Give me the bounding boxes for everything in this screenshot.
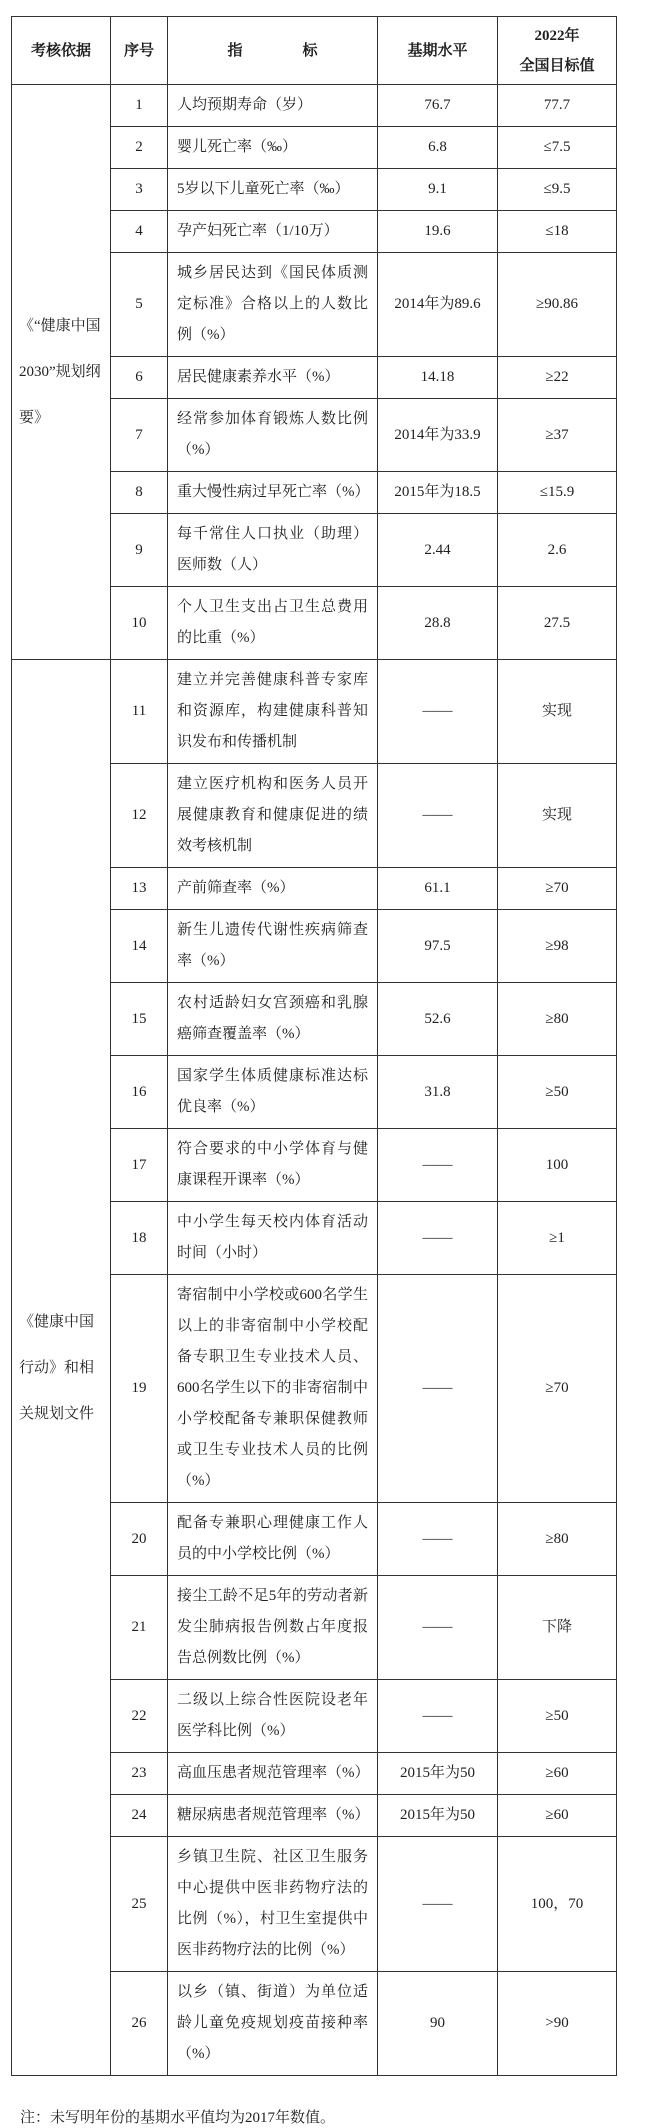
indicator-cell: 重大慢性病过早死亡率（%） xyxy=(168,472,378,514)
indicator-cell: 糖尿病患者规范管理率（%） xyxy=(168,1795,378,1837)
indicator-cell: 5岁以下儿童死亡率（‰） xyxy=(168,169,378,211)
target-cell: ≥98 xyxy=(498,910,617,983)
target-cell: ≤9.5 xyxy=(498,169,617,211)
baseline-cell: —— xyxy=(378,1837,498,1972)
indicator-cell: 每千常住人口执业（助理）医师数（人） xyxy=(168,514,378,587)
baseline-cell: 97.5 xyxy=(378,910,498,983)
serial-number-cell: 20 xyxy=(111,1503,168,1576)
indicator-cell: 国家学生体质健康标准达标优良率（%） xyxy=(168,1056,378,1129)
baseline-cell: —— xyxy=(378,660,498,764)
target-cell: 实现 xyxy=(498,660,617,764)
baseline-cell: 90 xyxy=(378,1972,498,2076)
baseline-cell: —— xyxy=(378,1576,498,1680)
indicator-cell: 建立医疗机构和医务人员开展健康教育和健康促进的绩效考核机制 xyxy=(168,764,378,868)
target-cell: 2.6 xyxy=(498,514,617,587)
table-body xyxy=(12,85,617,2076)
serial-number-cell: 1 xyxy=(111,85,168,127)
baseline-cell: —— xyxy=(378,1503,498,1576)
baseline-cell: 6.8 xyxy=(378,127,498,169)
target-cell: ≥80 xyxy=(498,1503,617,1576)
baseline-cell: —— xyxy=(378,1202,498,1275)
baseline-cell: 31.8 xyxy=(378,1056,498,1129)
serial-number-cell: 4 xyxy=(111,211,168,253)
header-baseline: 基期水平 xyxy=(378,17,498,85)
serial-number-cell: 12 xyxy=(111,764,168,868)
indicator-cell: 以乡（镇、街道）为单位适龄儿童免疫规划疫苗接种率（%） xyxy=(168,1972,378,2076)
target-cell: ≥70 xyxy=(498,868,617,910)
assessment-basis-cell: 《健康中国行动》和相关规划文件 xyxy=(12,660,111,2076)
indicators-table xyxy=(11,16,617,2076)
serial-number-cell: 11 xyxy=(111,660,168,764)
target-cell: ≥60 xyxy=(498,1795,617,1837)
serial-number-cell: 18 xyxy=(111,1202,168,1275)
target-cell: 100 xyxy=(498,1129,617,1202)
target-cell: ≥80 xyxy=(498,983,617,1056)
target-cell: 下降 xyxy=(498,1576,617,1680)
indicator-cell: 产前筛查率（%） xyxy=(168,868,378,910)
baseline-cell: —— xyxy=(378,1275,498,1503)
target-cell: ≥37 xyxy=(498,399,617,472)
header-target-2022-line2: 全国目标值 xyxy=(519,57,595,74)
indicator-cell: 寄宿制中小学校或600名学生以上的非寄宿制中小学校配备专职卫生专业技术人员、600名学生以下的非寄宿制中小学校配备专兼职保健教师或卫生专业技术人员的比例（%） xyxy=(168,1275,378,1503)
indicator-cell: 符合要求的中小学体育与健康课程开课率（%） xyxy=(168,1129,378,1202)
indicator-cell: 中小学生每天校内体育活动时间（小时） xyxy=(168,1202,378,1275)
target-cell: 77.7 xyxy=(498,85,617,127)
baseline-cell: 2.44 xyxy=(378,514,498,587)
serial-number-cell: 17 xyxy=(111,1129,168,1202)
table-row xyxy=(12,660,617,764)
indicator-cell: 婴儿死亡率（‰） xyxy=(168,127,378,169)
serial-number-cell: 24 xyxy=(111,1795,168,1837)
serial-number-cell: 25 xyxy=(111,1837,168,1972)
indicator-cell: 建立并完善健康科普专家库和资源库，构建健康科普知识发布和传播机制 xyxy=(168,660,378,764)
indicator-cell: 人均预期寿命（岁） xyxy=(168,85,378,127)
serial-number-cell: 21 xyxy=(111,1576,168,1680)
baseline-cell: 2014年为33.9 xyxy=(378,399,498,472)
baseline-cell: 2014年为89.6 xyxy=(378,253,498,357)
serial-number-cell: 16 xyxy=(111,1056,168,1129)
indicator-cell: 二级以上综合性医院设老年医学科比例（%） xyxy=(168,1680,378,1753)
target-cell: 实现 xyxy=(498,764,617,868)
indicator-cell: 接尘工龄不足5年的劳动者新发尘肺病报告例数占年度报告总例数比例（%） xyxy=(168,1576,378,1680)
header-row xyxy=(12,17,617,85)
baseline-cell: —— xyxy=(378,1129,498,1202)
target-cell: ≤15.9 xyxy=(498,472,617,514)
assessment-basis-cell: 《“健康中国2030”规划纲要》 xyxy=(12,85,111,660)
target-cell: ≥22 xyxy=(498,357,617,399)
target-cell: 100，70 xyxy=(498,1837,617,1972)
baseline-cell: 2015年为50 xyxy=(378,1795,498,1837)
serial-number-cell: 7 xyxy=(111,399,168,472)
indicator-cell: 农村适龄妇女宫颈癌和乳腺癌筛查覆盖率（%） xyxy=(168,983,378,1056)
target-cell: ≥70 xyxy=(498,1275,617,1503)
target-cell: ≥1 xyxy=(498,1202,617,1275)
baseline-cell: 28.8 xyxy=(378,587,498,660)
baseline-cell: 19.6 xyxy=(378,211,498,253)
indicator-cell: 城乡居民达到《国民体质测定标准》合格以上的人数比例（%） xyxy=(168,253,378,357)
target-cell: ≤18 xyxy=(498,211,617,253)
serial-number-cell: 3 xyxy=(111,169,168,211)
target-cell: 27.5 xyxy=(498,587,617,660)
indicator-cell: 高血压患者规范管理率（%） xyxy=(168,1753,378,1795)
indicator-cell: 乡镇卫生院、社区卫生服务中心提供中医非药物疗法的比例（%），村卫生室提供中医非药物疗法的比例（%） xyxy=(168,1837,378,1972)
header-target-2022 xyxy=(498,17,617,85)
indicator-cell: 居民健康素养水平（%） xyxy=(168,357,378,399)
baseline-cell: 14.18 xyxy=(378,357,498,399)
serial-number-cell: 6 xyxy=(111,357,168,399)
serial-number-cell: 2 xyxy=(111,127,168,169)
indicator-cell: 配备专兼职心理健康工作人员的中小学校比例（%） xyxy=(168,1503,378,1576)
indicator-cell: 经常参加体育锻炼人数比例（%） xyxy=(168,399,378,472)
header-serial-no: 序号 xyxy=(111,17,168,85)
serial-number-cell: 8 xyxy=(111,472,168,514)
footnote: 注：未写明年份的基期水平值均为2017年数值。 xyxy=(20,2110,336,2126)
header-indicator: 指 标 xyxy=(168,17,378,85)
indicator-cell: 孕产妇死亡率（1/10万） xyxy=(168,211,378,253)
target-cell: ≤7.5 xyxy=(498,127,617,169)
target-cell: ≥50 xyxy=(498,1056,617,1129)
header-target-2022-line1: 2022年 xyxy=(534,27,580,44)
serial-number-cell: 10 xyxy=(111,587,168,660)
baseline-cell: 2015年为18.5 xyxy=(378,472,498,514)
serial-number-cell: 22 xyxy=(111,1680,168,1753)
target-cell: ≥90.86 xyxy=(498,253,617,357)
indicator-cell: 新生儿遗传代谢性疾病筛查率（%） xyxy=(168,910,378,983)
baseline-cell: 9.1 xyxy=(378,169,498,211)
baseline-cell: 76.7 xyxy=(378,85,498,127)
baseline-cell: —— xyxy=(378,1680,498,1753)
indicator-cell: 个人卫生支出占卫生总费用的比重（%） xyxy=(168,587,378,660)
serial-number-cell: 19 xyxy=(111,1275,168,1503)
serial-number-cell: 15 xyxy=(111,983,168,1056)
target-cell: ≥60 xyxy=(498,1753,617,1795)
serial-number-cell: 5 xyxy=(111,253,168,357)
serial-number-cell: 13 xyxy=(111,868,168,910)
table-row xyxy=(12,85,617,127)
target-cell: ≥50 xyxy=(498,1680,617,1753)
serial-number-cell: 14 xyxy=(111,910,168,983)
baseline-cell: —— xyxy=(378,764,498,868)
header-assessment-basis: 考核依据 xyxy=(12,17,111,85)
serial-number-cell: 26 xyxy=(111,1972,168,2076)
serial-number-cell: 23 xyxy=(111,1753,168,1795)
target-cell: >90 xyxy=(498,1972,617,2076)
baseline-cell: 52.6 xyxy=(378,983,498,1056)
baseline-cell: 2015年为50 xyxy=(378,1753,498,1795)
baseline-cell: 61.1 xyxy=(378,868,498,910)
serial-number-cell: 9 xyxy=(111,514,168,587)
